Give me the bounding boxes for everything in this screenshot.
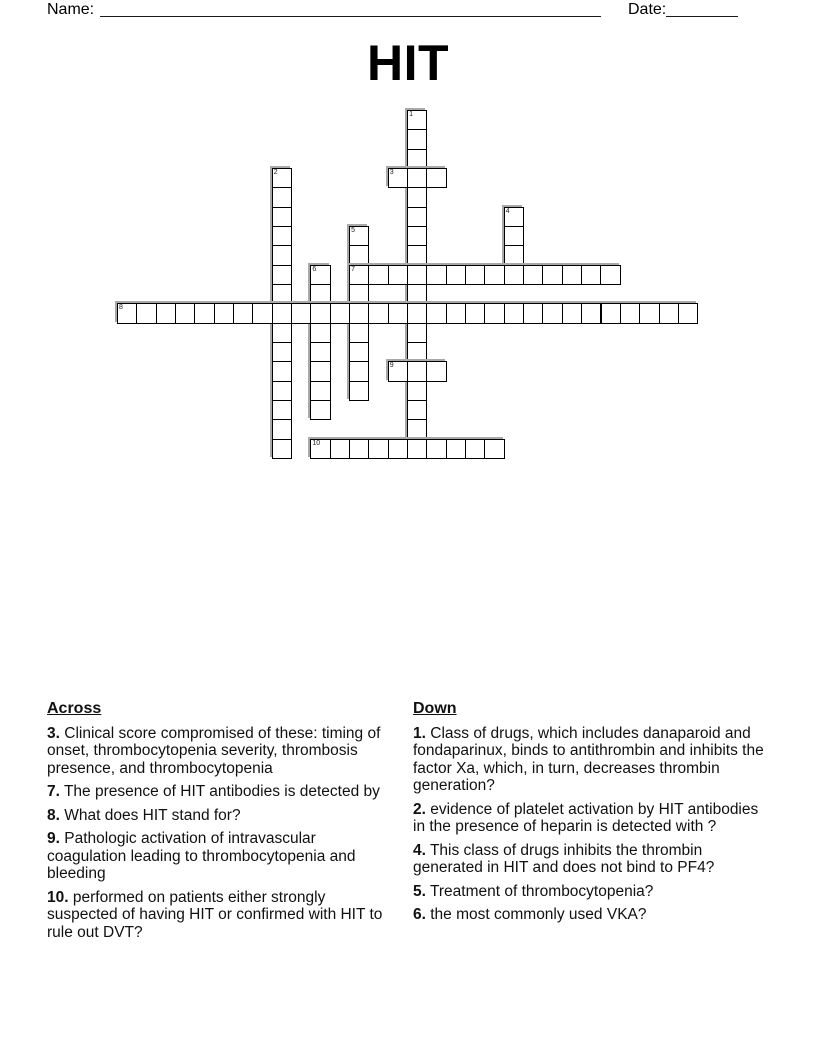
crossword-cell[interactable] — [426, 303, 446, 323]
crossword-cell[interactable] — [407, 129, 427, 149]
clue-down-1 — [413, 725, 768, 795]
clue-text: What does HIT stand for? — [64, 806, 241, 824]
crossword-cell[interactable] — [407, 323, 427, 343]
clue-text: This class of drugs inhibits the thrombin generated in HIT and does not bind to PF4? — [413, 841, 715, 876]
cell-number: 8 — [119, 304, 123, 312]
crossword-cell[interactable] — [272, 361, 292, 381]
crossword-cell[interactable] — [407, 187, 427, 207]
crossword-cell[interactable] — [194, 303, 214, 323]
crossword-cell[interactable] — [272, 245, 292, 265]
crossword-cell[interactable] — [504, 226, 524, 246]
clue-text: Class of drugs, which includes danaparoid and fondaparinux, binds to antithrombin and inhibits the factor Xa, which, in turn, decreases thrombin generation? — [413, 724, 764, 794]
clue-text: Pathologic activation of intravascular coagulation leading to thrombocytopenia and bleeding — [47, 830, 356, 882]
crossword-cell[interactable] — [117, 303, 137, 323]
cell-number: 6 — [312, 265, 317, 273]
crossword-cell[interactable] — [504, 303, 524, 323]
crossword-cell[interactable] — [349, 226, 369, 246]
down-heading: Down — [413, 700, 457, 717]
clue-across-9 — [47, 830, 392, 883]
crossword-cell[interactable] — [523, 303, 543, 323]
crossword-cell[interactable] — [368, 265, 388, 285]
crossword-cell[interactable] — [272, 168, 292, 188]
clue-across-8 — [47, 807, 392, 825]
crossword-cell[interactable] — [542, 265, 562, 285]
crossword-cell[interactable] — [349, 361, 369, 381]
clue-number: 9. — [47, 830, 60, 847]
crossword-cell[interactable] — [272, 226, 292, 246]
crossword-cell[interactable] — [504, 245, 524, 265]
crossword-cell[interactable] — [581, 303, 601, 323]
crossword-cell[interactable] — [407, 245, 427, 265]
crossword-cell[interactable] — [407, 226, 427, 246]
entry-6-down — [310, 265, 330, 421]
clue-number: 8. — [47, 806, 60, 824]
name-label: Name: — [47, 1, 95, 18]
crossword-cell[interactable] — [291, 303, 311, 323]
crossword-cell[interactable] — [407, 439, 427, 459]
crossword-cell[interactable] — [349, 265, 369, 285]
crossword-cell[interactable] — [426, 168, 446, 188]
crossword-cell[interactable] — [484, 303, 504, 323]
clue-number: 4. — [413, 841, 426, 859]
crossword-cell[interactable] — [407, 284, 427, 304]
crossword-cell[interactable] — [504, 265, 524, 285]
crossword-cell[interactable] — [465, 439, 485, 459]
crossword-cell[interactable] — [349, 381, 369, 401]
clue-number: 7. — [47, 783, 60, 800]
crossword-cell[interactable] — [407, 303, 427, 323]
clue-text: Clinical score compromised of these: timing of onset, thrombocytopenia severity, thrombosis presence, and thrombocytopenia — [47, 724, 381, 777]
crossword-cell[interactable] — [272, 187, 292, 207]
crossword-cell[interactable] — [233, 303, 253, 323]
crossword-cell[interactable] — [639, 303, 659, 323]
crossword-cell[interactable] — [272, 323, 292, 343]
clue-number: 2. — [413, 800, 426, 818]
crossword-cell[interactable] — [136, 303, 156, 323]
crossword-cell[interactable] — [349, 284, 369, 304]
crossword-cell[interactable] — [310, 284, 330, 304]
clue-across-10 — [47, 889, 392, 942]
crossword-cell[interactable] — [349, 323, 369, 343]
crossword-cell[interactable] — [407, 168, 427, 188]
crossword-cell[interactable] — [446, 439, 466, 459]
crossword-cell[interactable] — [407, 419, 427, 439]
crossword-cell[interactable] — [310, 381, 330, 401]
clue-number: 3. — [47, 724, 60, 742]
crossword-cell[interactable] — [407, 265, 427, 285]
crossword-cell[interactable] — [484, 265, 504, 285]
entry-8-across — [117, 303, 698, 323]
cell-number: 5 — [351, 227, 355, 235]
clue-number: 5. — [413, 882, 426, 900]
cell-number: 4 — [505, 207, 510, 215]
clue-number: 6. — [413, 906, 426, 923]
clue-number: 10. — [47, 888, 69, 906]
crossword-cell[interactable] — [252, 303, 272, 323]
clue-text: evidence of platelet activation by HIT antibodies in the presence of heparin is detected with ? — [413, 800, 759, 835]
cell-number: 9 — [389, 362, 394, 370]
cell-number: 3 — [389, 169, 394, 177]
crossword-cell[interactable] — [407, 149, 427, 169]
clue-across-7 — [47, 783, 392, 801]
crossword-cell[interactable] — [272, 342, 292, 362]
across-heading: Across — [47, 700, 102, 717]
cell-number: 1 — [409, 111, 413, 118]
crossword-cell[interactable] — [465, 303, 485, 323]
entry-3-across — [388, 168, 447, 188]
crossword-cell[interactable] — [581, 265, 601, 285]
crossword-cell[interactable] — [368, 303, 388, 323]
clue-text: Treatment of thrombocytopenia? — [429, 882, 654, 900]
crossword-cell[interactable] — [272, 207, 292, 227]
clue-across-3 — [47, 725, 392, 778]
crossword-cell[interactable] — [349, 245, 369, 265]
clue-text: The presence of HIT antibodies is detected by — [63, 783, 380, 800]
crossword-cell[interactable] — [659, 303, 679, 323]
crossword-cell[interactable] — [310, 265, 330, 285]
crossword-cell[interactable] — [678, 303, 698, 323]
cell-number: 7 — [351, 265, 355, 273]
crossword-cell[interactable] — [407, 400, 427, 420]
entry-9-across — [388, 361, 447, 381]
crossword-cell[interactable] — [388, 265, 408, 285]
across-clues-section — [47, 700, 392, 947]
crossword-cell[interactable] — [349, 439, 369, 459]
crossword-cell[interactable] — [330, 303, 350, 323]
crossword-cell[interactable] — [272, 400, 292, 420]
crossword-cell[interactable] — [272, 284, 292, 304]
crossword-cell[interactable] — [600, 265, 620, 285]
down-clues-section — [413, 700, 768, 930]
cell-number: 2 — [273, 169, 278, 177]
crossword-cell[interactable] — [310, 342, 330, 362]
crossword-cell[interactable] — [310, 323, 330, 343]
crossword-cell[interactable] — [310, 361, 330, 381]
crossword-cell[interactable] — [368, 439, 388, 459]
crossword-cell[interactable] — [388, 361, 408, 381]
date-label: Date: — [628, 1, 667, 18]
crossword-cell[interactable] — [426, 439, 446, 459]
crossword-cell[interactable] — [562, 303, 582, 323]
clue-down-2 — [413, 801, 768, 836]
crossword-cell[interactable] — [426, 361, 446, 381]
crossword-cell[interactable] — [465, 265, 485, 285]
crossword-cell[interactable] — [407, 342, 427, 362]
crossword-cell[interactable] — [175, 303, 195, 323]
crossword-cell[interactable] — [330, 439, 350, 459]
crossword-cell[interactable] — [601, 303, 621, 323]
crossword-cell[interactable] — [272, 419, 292, 439]
clue-down-4 — [413, 842, 768, 877]
crossword-cell[interactable] — [484, 439, 504, 459]
entry-7-across — [349, 265, 621, 285]
clue-text: the most commonly used VKA? — [430, 906, 647, 923]
crossword-cell[interactable] — [388, 303, 408, 323]
crossword-cell[interactable] — [310, 400, 330, 420]
crossword-cell[interactable] — [272, 265, 292, 285]
crossword-cell[interactable] — [349, 303, 369, 323]
crossword-cell[interactable] — [407, 361, 427, 381]
crossword-cell[interactable] — [620, 303, 640, 323]
crossword-cell[interactable] — [446, 265, 466, 285]
crossword-cell[interactable] — [446, 303, 466, 323]
cell-number: 10 — [312, 439, 321, 447]
crossword-cell[interactable] — [349, 342, 369, 362]
entry-10-across — [310, 439, 504, 459]
crossword-cell[interactable] — [523, 265, 543, 285]
crossword-cell[interactable] — [272, 439, 292, 459]
crossword-cell[interactable] — [388, 439, 408, 459]
crossword-cell[interactable] — [156, 303, 176, 323]
clue-number: 1. — [413, 724, 426, 742]
crossword-cell[interactable] — [388, 168, 408, 188]
crossword-cell[interactable] — [272, 381, 292, 401]
clue-text: performed on patients either strongly suspected of having HIT or confirmed with HIT to rule out DVT? — [47, 888, 383, 941]
clue-down-5 — [413, 883, 768, 901]
page-title: HIT — [366, 35, 450, 91]
crossword-cell[interactable] — [504, 207, 524, 227]
crossword-cell[interactable] — [407, 207, 427, 227]
crossword-cell[interactable] — [407, 110, 427, 130]
crossword-cell[interactable] — [272, 303, 292, 323]
crossword-cell[interactable] — [310, 303, 330, 323]
crossword-cell[interactable] — [562, 265, 582, 285]
crossword-cell[interactable] — [310, 439, 330, 459]
crossword-cell[interactable] — [426, 265, 446, 285]
crossword-cell[interactable] — [542, 303, 562, 323]
clue-down-6 — [413, 906, 768, 924]
crossword-cell[interactable] — [214, 303, 234, 323]
crossword-cell[interactable] — [407, 381, 427, 401]
